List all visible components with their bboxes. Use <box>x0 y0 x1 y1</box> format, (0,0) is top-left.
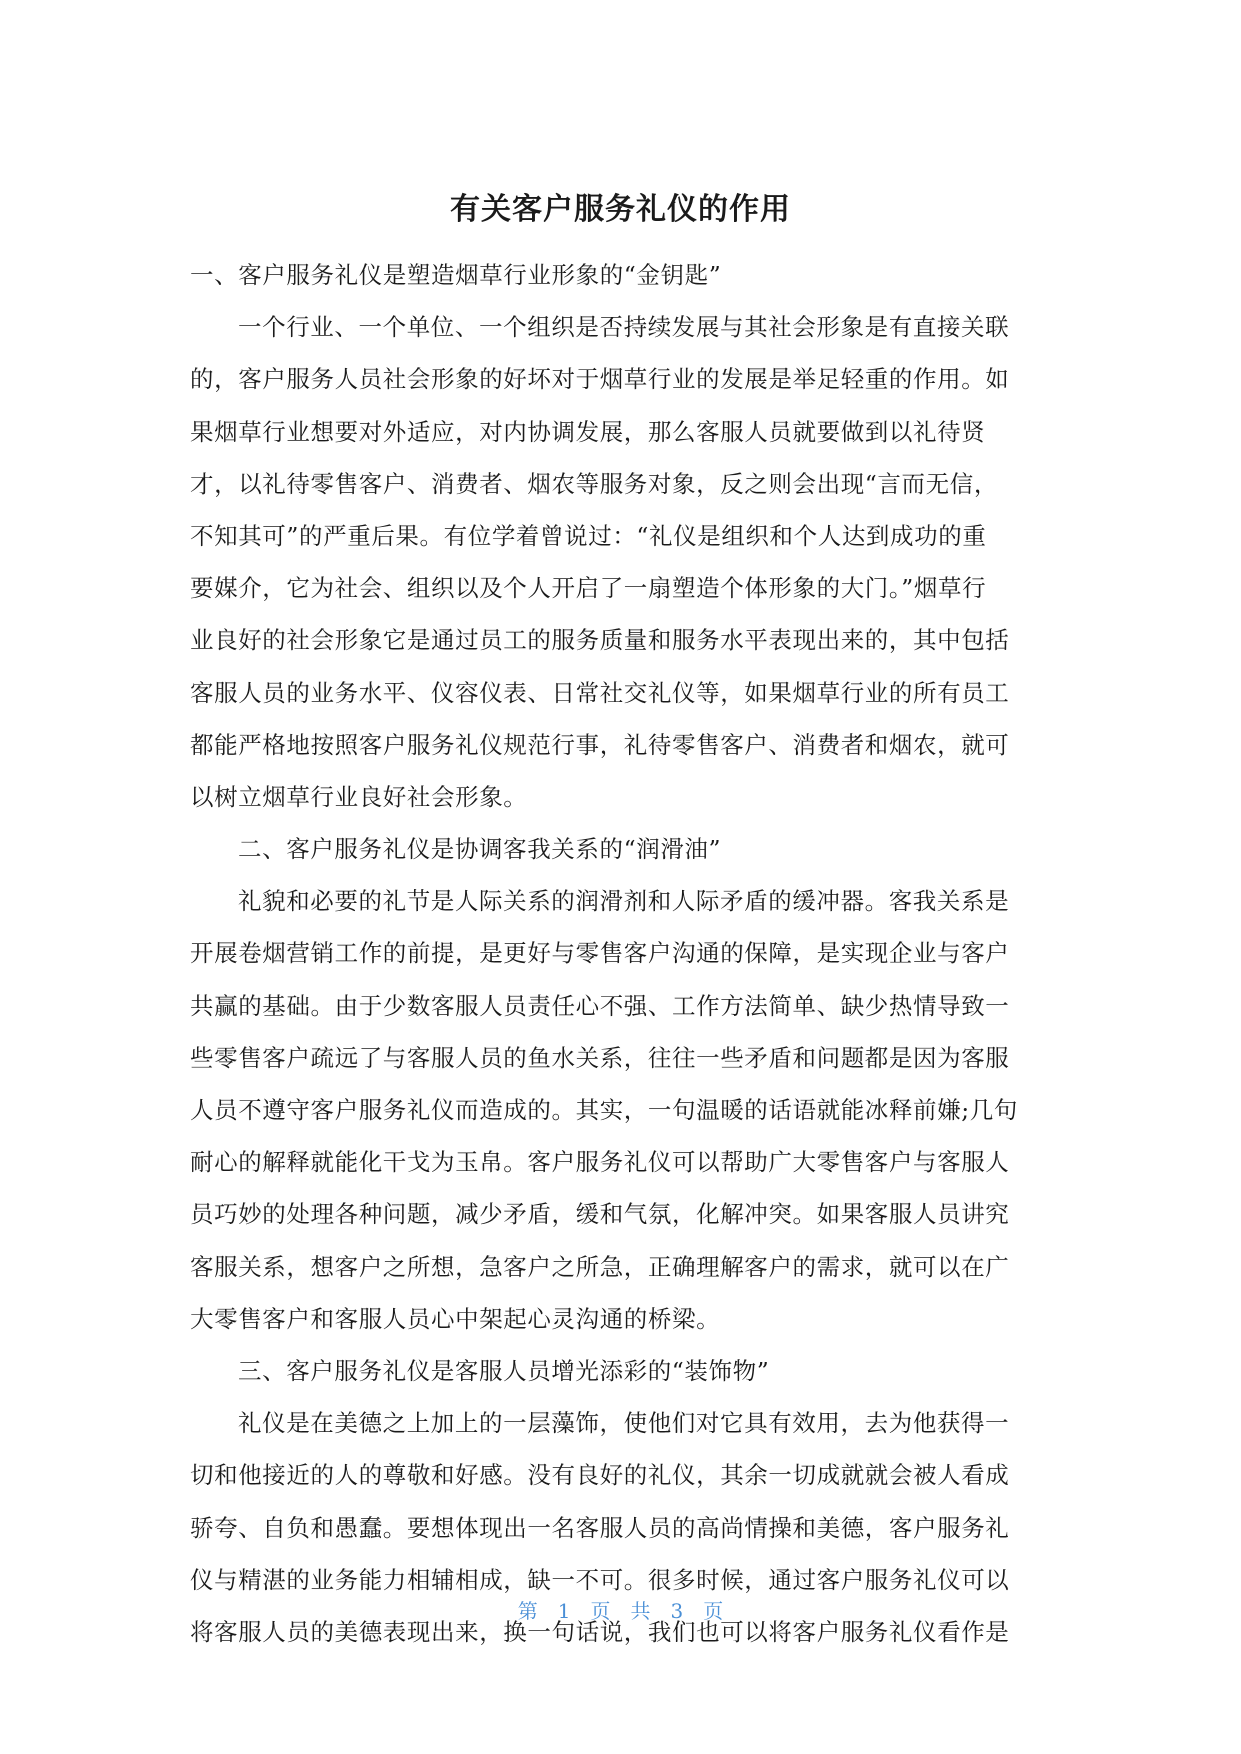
document-body <box>190 256 1050 1665</box>
text-line: 骄夸、自负和愚蠢。要想体现出一名客服人员的高尚情操和美德，客户服务礼 <box>190 1513 1010 1542</box>
text-line: 果烟草行业想要对外适应，对内协调发展，那么客服人员就要做到以礼待贤 <box>190 417 986 446</box>
text-line: 一个行业、一个单位、一个组织是否持续发展与其社会形象是有直接关联 <box>238 313 1010 342</box>
document-title: 有关客户服务礼仪的作用 <box>450 192 791 227</box>
footer-total-suffix: 页 <box>703 1599 724 1623</box>
text-line: 要媒介，它为社会、组织以及个人开启了一扇塑造个体形象的大门。”烟草行 <box>190 574 987 603</box>
footer-page-suffix: 页 <box>590 1599 611 1623</box>
footer-total-pages: 3 <box>670 1599 684 1623</box>
page-footer <box>0 1597 1241 1625</box>
text-line: 耐心的解释就能化干戈为玉帛。客户服务礼仪可以帮助广大零售客户与客服人 <box>190 1148 1010 1177</box>
text-line: 的，客户服务人员社会形象的好坏对于烟草行业的发展是举足轻重的作用。如 <box>190 365 1010 394</box>
text-line: 共赢的基础。由于少数客服人员责任心不强、工作方法简单、缺少热情导致一 <box>190 991 1010 1020</box>
text-line: 才，以礼待零售客户、消费者、烟农等服务对象，反之则会出现“言而无信， <box>190 469 998 498</box>
text-line: 大零售客户和客服人员心中架起心灵沟通的桥梁。 <box>190 1304 721 1333</box>
text-line: 三、客户服务礼仪是客服人员增光添彩的“装饰物” <box>238 1356 770 1385</box>
footer-total-label: 共 <box>630 1599 651 1623</box>
text-line: 二、客户服务礼仪是协调客我关系的“润滑油” <box>238 835 722 864</box>
text-line: 开展卷烟营销工作的前提，是更好与零售客户沟通的保障，是实现企业与客户 <box>190 939 1010 968</box>
text-line: 业良好的社会形象它是通过员工的服务质量和服务水平表现出来的，其中包括 <box>190 626 1010 655</box>
text-line: 切和他接近的人的尊敬和好感。没有良好的礼仪，其余一切成就就会被人看成 <box>190 1461 1010 1490</box>
text-line: 仪与精湛的业务能力相辅相成，缺一不可。很多时候，通过客户服务礼仪可以 <box>190 1565 1010 1594</box>
text-line: 不知其可”的严重后果。有位学着曾说过：“礼仪是组织和个人达到成功的重 <box>190 521 987 550</box>
text-line: 以树立烟草行业良好社会形象。 <box>190 782 528 811</box>
text-line: 礼仪是在美德之上加上的一层藻饰，使他们对它具有效用，去为他获得一 <box>238 1409 1010 1438</box>
text-line: 员巧妙的处理各种问题，减少矛盾，缓和气氛，化解冲突。如果客服人员讲究 <box>190 1200 1010 1229</box>
text-line: 客服人员的业务水平、仪容仪表、日常社交礼仪等，如果烟草行业的所有员工 <box>190 678 1010 707</box>
footer-page-label: 第 <box>517 1599 538 1623</box>
text-line: 人员不遵守客户服务礼仪而造成的。其实，一句温暖的话语就能冰释前嫌;几句 <box>190 1096 1018 1124</box>
text-line: 些零售客户疏远了与客服人员的鱼水关系，往往一些矛盾和问题都是因为客服 <box>190 1043 1010 1072</box>
text-line: 将客服人员的美德表现出来，换一句话说，我们也可以将客户服务礼仪看作是 <box>190 1617 1010 1646</box>
text-line: 礼貌和必要的礼节是人际关系的润滑剂和人际矛盾的缓冲器。客我关系是 <box>238 887 1010 916</box>
footer-page-number: 1 <box>557 1599 571 1623</box>
text-line: 一、客户服务礼仪是塑造烟草行业形象的“金钥匙” <box>190 261 722 289</box>
text-line: 客服关系，想客户之所想，急客户之所急，正确理解客户的需求，就可以在广 <box>190 1252 1010 1281</box>
text-line: 都能严格地按照客户服务礼仪规范行事，礼待零售客户、消费者和烟农，就可 <box>190 730 1010 759</box>
